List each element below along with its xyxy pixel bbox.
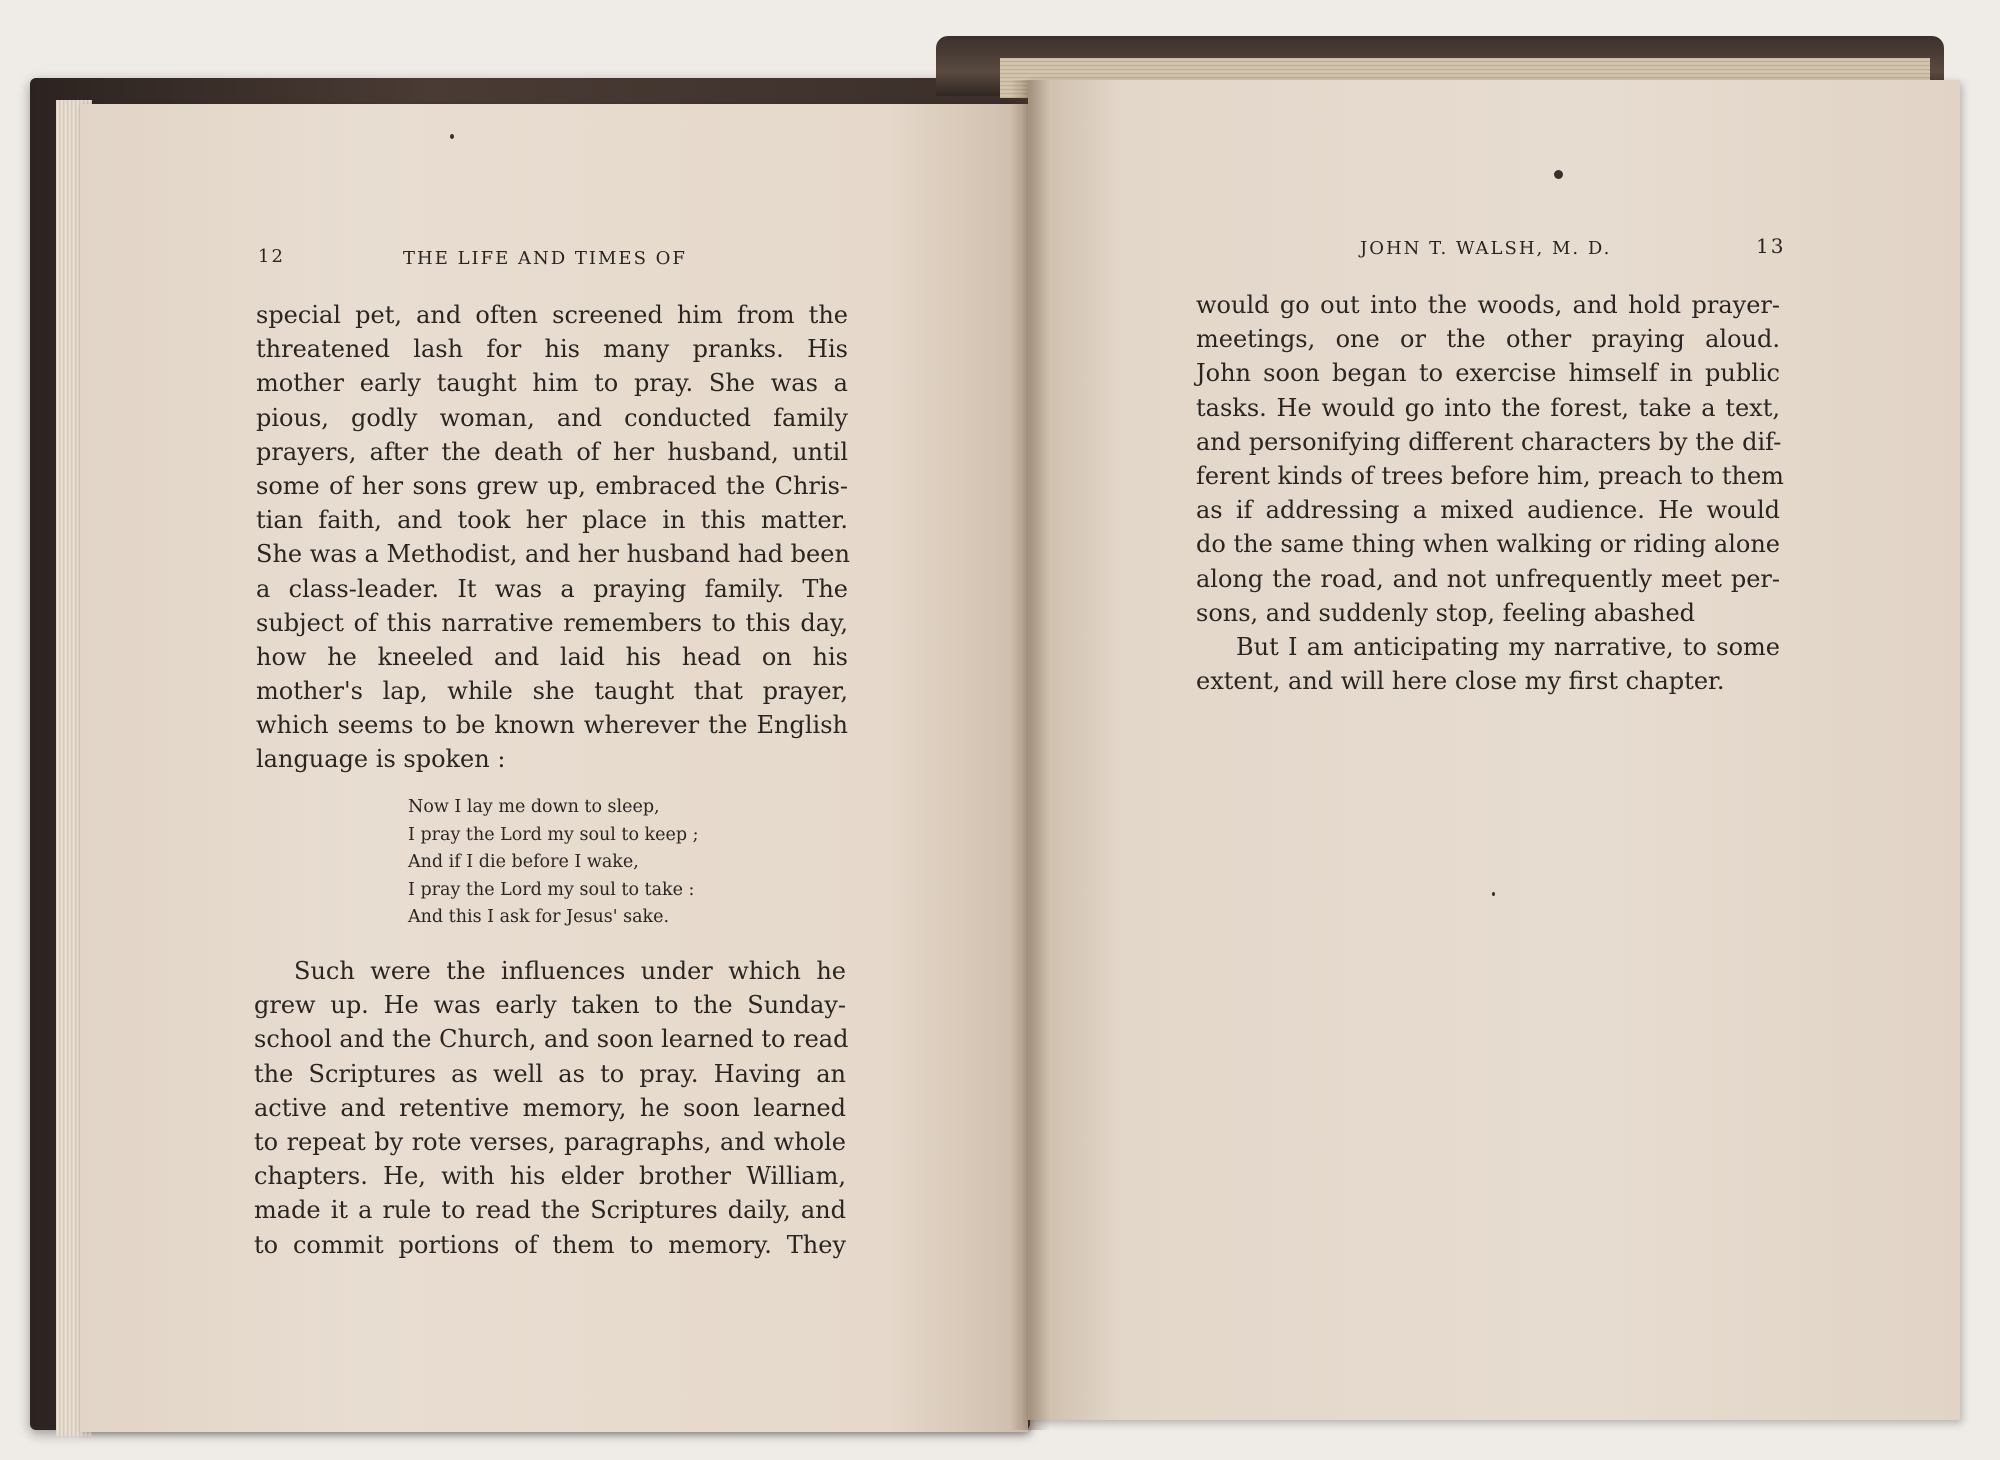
text-line: along the road, and not unfrequently meet per- (1196, 564, 1780, 593)
left-paragraph-2 (254, 954, 849, 1262)
text-line: threatened lash for his many pranks. His (256, 335, 848, 364)
right-paragraph-2 (1196, 630, 1780, 698)
text-line: special pet, and often screened him from the (256, 301, 848, 329)
verse-line: I pray the Lord my soul to keep ; (408, 824, 699, 845)
text-line: and personifying different characters by the dif- (1196, 427, 1782, 456)
right-running-head: JOHN T. WALSH, M. D. (1360, 238, 1612, 259)
verse-line: And if I die before I wake, (408, 852, 639, 872)
text-line: as if addressing a mixed audience. He would (1196, 496, 1780, 525)
text-line: John soon began to exercise himself in public (1196, 359, 1780, 388)
text-line: mother early taught him to pray. She was a (256, 369, 848, 398)
text-line: chapters. He, with his elder brother William, (254, 1162, 846, 1191)
right-page (1028, 80, 1960, 1420)
text-line: how he kneeled and laid his head on his (256, 642, 848, 671)
ink-speck (1492, 892, 1495, 896)
text-line: to repeat by rote verses, paragraphs, and whole (254, 1127, 846, 1156)
text-line: language is spoken : (256, 745, 506, 774)
left-page-number: 12 (258, 246, 285, 267)
text-line: Such were the influences under which he (294, 957, 846, 985)
prayer-verse (408, 794, 699, 932)
right-page-number: 13 (1756, 234, 1786, 258)
text-line: grew up. He was early taken to the Sunday- (254, 991, 846, 1020)
text-line: subject of this narrative remembers to this day, (256, 608, 848, 637)
text-line: would go out into the woods, and hold prayer- (1196, 291, 1780, 319)
left-paragraph-1 (256, 298, 848, 777)
text-line: pious, godly woman, and conducted family (256, 403, 848, 432)
left-running-head: THE LIFE AND TIMES OF (403, 248, 687, 269)
ink-speck (1554, 170, 1563, 179)
verse-line: I pray the Lord my soul to take : (408, 879, 695, 900)
text-line: do the same thing when walking or riding alone (1196, 530, 1780, 559)
text-line: She was a Methodist, and her husband had been (256, 540, 850, 569)
text-line: which seems to be known wherever the English (256, 711, 848, 740)
right-paragraph-1 (1196, 288, 1784, 630)
text-line: the Scriptures as well as to pray. Having an (254, 1059, 846, 1088)
text-line: prayers, after the death of her husband, until (256, 437, 848, 466)
text-line: meetings, one or the other praying aloud. (1196, 325, 1780, 354)
book-gutter (1010, 80, 1050, 1430)
text-line: to commit portions of them to memory. They (254, 1230, 846, 1259)
text-line: some of her sons grew up, embraced the Chris- (256, 471, 848, 500)
text-line: tian faith, and took her place in this matter. (256, 506, 848, 535)
verse-line: Now I lay me down to sleep, (408, 797, 660, 817)
text-line: mother's lap, while she taught that prayer, (256, 677, 848, 706)
text-line: a class-leader. It was a praying family. The (256, 574, 848, 603)
text-line: school and the Church, and soon learned to read (254, 1025, 849, 1054)
text-line: tasks. He would go into the forest, take a text, (1196, 393, 1780, 422)
text-line: ferent kinds of trees before him, preach to them (1196, 461, 1784, 490)
text-line: active and retentive memory, he soon learned (254, 1093, 846, 1122)
text-line: But I am anticipating my narrative, to some (1236, 633, 1780, 661)
verse-line: And this I ask for Jesus' sake. (408, 907, 670, 927)
text-line: extent, and will here close my first chapter. (1196, 667, 1725, 696)
ink-speck (450, 134, 454, 139)
text-line: sons, and suddenly stop, feeling abashed (1196, 598, 1696, 627)
text-line: made it a rule to read the Scriptures daily, and (254, 1196, 846, 1225)
